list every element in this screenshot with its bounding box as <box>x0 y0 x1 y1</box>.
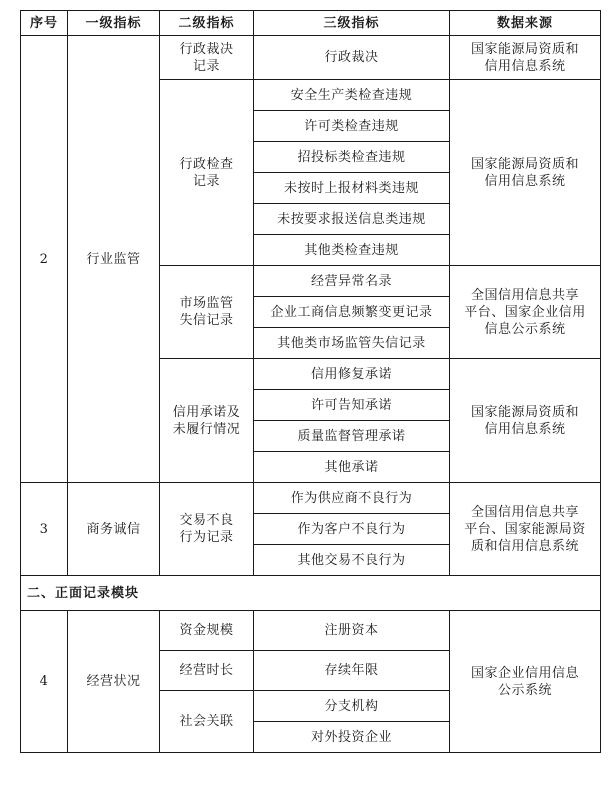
level2-cell: 行政裁决 记录 <box>160 36 254 80</box>
level2-cell: 资金规模 <box>160 611 254 651</box>
level3-cell: 存续年限 <box>254 651 450 691</box>
level2-cell: 信用承诺及 未履行情况 <box>160 359 254 483</box>
level1-cell: 商务诚信 <box>68 483 160 576</box>
header-level2: 二级指标 <box>160 11 254 36</box>
indicator-table <box>20 10 601 753</box>
level3-cell: 招投标类检查违规 <box>254 142 450 173</box>
header-level1: 一级指标 <box>68 11 160 36</box>
level3-cell: 信用修复承诺 <box>254 359 450 390</box>
level3-cell: 未按时上报材料类违规 <box>254 173 450 204</box>
level3-cell: 其他类检查违规 <box>254 235 450 266</box>
level3-cell: 对外投资企业 <box>254 722 450 753</box>
level3-cell: 未按要求报送信息类违规 <box>254 204 450 235</box>
row-no: 3 <box>21 483 68 576</box>
header-row <box>21 11 601 36</box>
source-cell: 全国信用信息共享 平台、国家能源局资 质和信用信息系统 <box>450 483 601 576</box>
level3-cell: 其他承诺 <box>254 452 450 483</box>
section-row <box>21 576 601 611</box>
level3-cell: 许可告知承诺 <box>254 390 450 421</box>
header-no: 序号 <box>21 11 68 36</box>
row-no: 4 <box>21 611 68 753</box>
level3-cell: 安全生产类检查违规 <box>254 80 450 111</box>
level3-cell: 其他类市场监管失信记录 <box>254 328 450 359</box>
level3-cell: 分支机构 <box>254 691 450 722</box>
level1-cell: 经营状况 <box>68 611 160 753</box>
level3-cell: 注册资本 <box>254 611 450 651</box>
level2-cell: 行政检查 记录 <box>160 80 254 266</box>
source-cell: 国家能源局资质和 信用信息系统 <box>450 80 601 266</box>
source-cell: 国家能源局资质和 信用信息系统 <box>450 359 601 483</box>
level2-cell: 经营时长 <box>160 651 254 691</box>
source-cell: 国家企业信用信息 公示系统 <box>450 611 601 753</box>
level1-cell: 行业监管 <box>68 36 160 483</box>
level3-cell: 经营异常名录 <box>254 266 450 297</box>
level3-cell: 质量监督管理承诺 <box>254 421 450 452</box>
level2-cell: 交易不良 行为记录 <box>160 483 254 576</box>
level2-cell: 市场监管 失信记录 <box>160 266 254 359</box>
table-row <box>21 611 601 651</box>
level3-cell: 行政裁决 <box>254 36 450 80</box>
level3-cell: 作为供应商不良行为 <box>254 483 450 514</box>
table-row <box>21 483 601 514</box>
header-level3: 三级指标 <box>254 11 450 36</box>
row-no: 2 <box>21 36 68 483</box>
header-source: 数据来源 <box>450 11 601 36</box>
level3-cell: 作为客户不良行为 <box>254 514 450 545</box>
level2-cell: 社会关联 <box>160 691 254 753</box>
level3-cell: 企业工商信息频繁变更记录 <box>254 297 450 328</box>
level3-cell: 其他交易不良行为 <box>254 545 450 576</box>
level3-cell: 许可类检查违规 <box>254 111 450 142</box>
section-title: 二、正面记录模块 <box>21 576 601 611</box>
table-row <box>21 36 601 80</box>
source-cell: 全国信用信息共享 平台、国家企业信用 信息公示系统 <box>450 266 601 359</box>
source-cell: 国家能源局资质和 信用信息系统 <box>450 36 601 80</box>
